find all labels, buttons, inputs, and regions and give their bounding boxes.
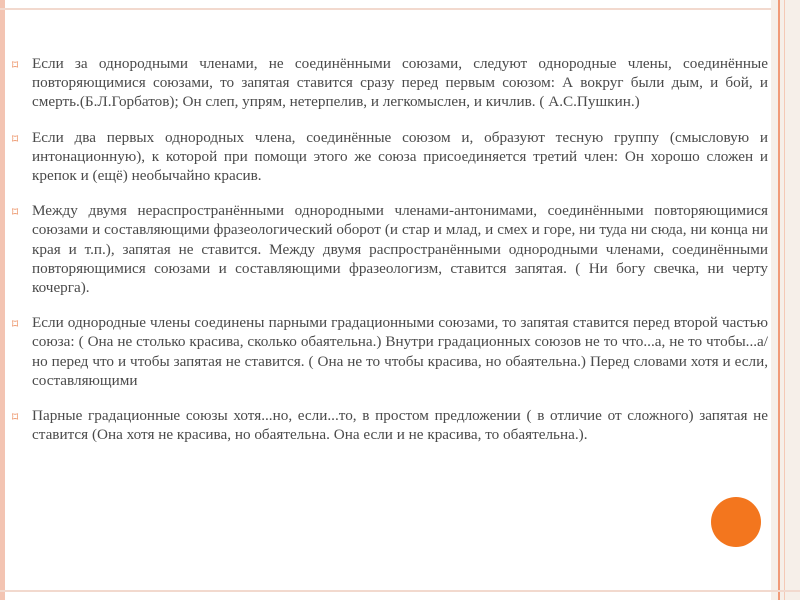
bullet-icon: ⌑	[12, 205, 19, 220]
bullet-paragraph	[12, 201, 768, 297]
right-line-decoration-thin	[784, 0, 785, 600]
left-border-decoration	[0, 0, 5, 600]
top-rule-decoration	[0, 8, 800, 10]
right-line-decoration	[778, 0, 780, 600]
bullet-icon: ⌑	[12, 410, 19, 425]
paragraph-text: Если два первых однородных члена, соединённые союзом и, образуют тесную группу (смысловую и интонационную), к которой при помощи этого же союза присоединяется третий член: Он хорошо сложен и крепок и (ещё) необычайно красив.	[32, 128, 768, 185]
bullet-icon: ⌑	[12, 131, 19, 146]
bullet-icon: ⌑	[12, 317, 19, 332]
bullet-icon: ⌑	[12, 58, 19, 72]
bullet-paragraph	[12, 406, 768, 444]
bullet-paragraph	[12, 313, 768, 390]
bottom-rule-decoration	[0, 590, 800, 592]
paragraph-text: Если за однородными членами, не соединёнными союзами, следуют однородные члены, соединённые повторяющимися союзами, то запятая ставится сразу перед первым союзом: А вокруг были дым, и бой, и смерть.(Б.Л.Горбатов); Он слеп, упрям, нетерпелив, и легкомыслен, и кичлив. ( А.С.Пушкин.)	[32, 55, 768, 111]
slide-body	[12, 54, 768, 460]
orange-circle-decoration	[711, 497, 761, 547]
paragraph-text: Между двумя нераспространёнными однородными членами-антонимами, соединёнными повторяющимися союзами и составляющими фразеологический оборот (и стар и млад, и смех и горе, ни туда ни сюда, ни конца ни края и т.п.), запятая не ставится. Между двумя распространёнными однородными членами, соединёнными повторяющимися союзами и составляющими фразеологизм, ставится запятая. ( Ни богу свечка, ни черту кочерга).	[32, 202, 768, 297]
right-panel-decoration	[771, 0, 800, 600]
paragraph-text: Парные градационные союзы хотя...но, если...то, в простом предложении ( в отличие от сложного) запятая не ставится (Она хотя не красива, но обаятельна. Она если и не красива, то обаятельна.).	[32, 407, 768, 444]
paragraph-text: Если однородные члены соединены парными градационными союзами, то запятая ставится перед второй частью союза: ( Она не столько красива, сколько обаятельна.) Внутри градационных союзов не то что...а, не то чтобы...а/но перед что и чтобы запятая не ставится. ( Она не то чтобы красива, но обаятельна.) Перед словами хотя и если, составляющими	[32, 314, 768, 389]
bullet-paragraph	[12, 128, 768, 186]
bullet-paragraph	[12, 54, 768, 112]
